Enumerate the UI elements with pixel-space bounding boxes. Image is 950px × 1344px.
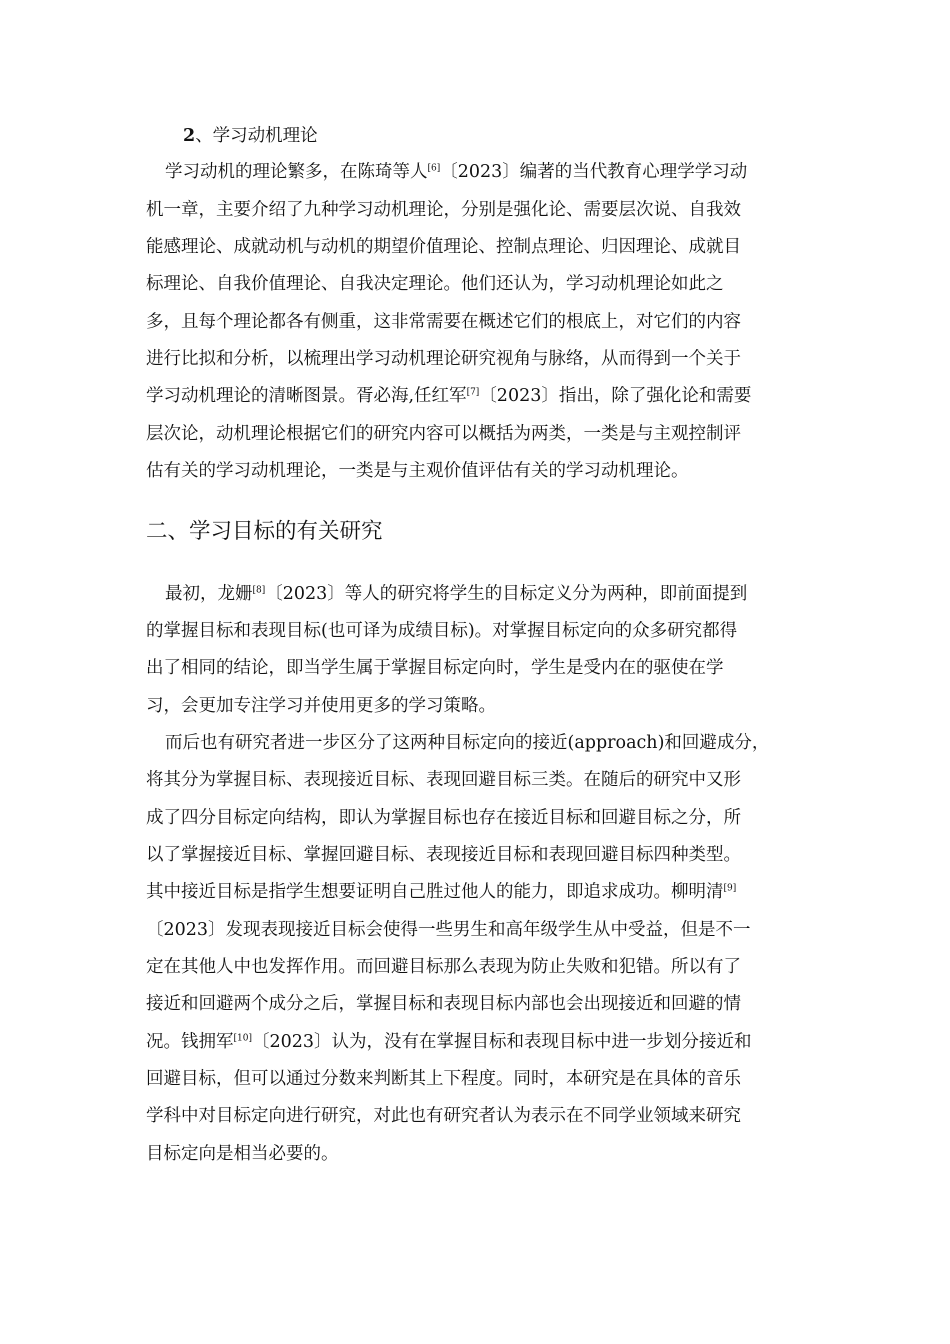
citation-ref: [10] bbox=[233, 1033, 252, 1044]
paragraph-line: 回避目标，但可以通过分数来判断其上下程度。同时，本研究是在具体的音乐 bbox=[146, 1069, 741, 1089]
paragraph-line: 的掌握目标和表现目标(也可译为成绩目标)。对掌握目标定向的众多研究都得 bbox=[146, 621, 738, 641]
paragraph-line: 接近和回避两个成分之后，掌握目标和表现目标内部也会出现接近和回避的情 bbox=[146, 994, 741, 1014]
citation-ref: [6] bbox=[427, 163, 441, 174]
paragraph-line: 最初，龙姗[8]〔2023〕等人的研究将学生的目标定义分为两种，即前面提到 bbox=[165, 584, 748, 604]
paragraph-line: 多，且每个理论都各有侧重，这非常需要在概述它们的根底上，对它们的内容 bbox=[146, 312, 741, 332]
subsection-number: 2 bbox=[183, 126, 196, 146]
paragraph-line: 学习动机理论的清晰图景。胥必海,任红军[7]〔2023〕指出，除了强化论和需要 bbox=[146, 386, 752, 406]
paragraph-line: 其中接近目标是指学生想要证明自己胜过他人的能力，即追求成功。柳明清[9] bbox=[146, 882, 737, 902]
citation-ref: [7] bbox=[466, 387, 480, 398]
paragraph-line: 机一章，主要介绍了九种学习动机理论，分别是强化论、需要层次说、自我效 bbox=[146, 200, 741, 220]
paragraph-line: 出了相同的结论，即当学生属于掌握目标定向时，学生是受内在的驱使在学 bbox=[146, 658, 724, 678]
paragraph-line: 以了掌握接近目标、掌握回避目标、表现接近目标和表现回避目标四种类型。 bbox=[146, 845, 741, 865]
paragraph-line: 目标定向是相当必要的。 bbox=[146, 1144, 339, 1164]
paragraph-line: 学习动机的理论繁多，在陈琦等人[6]〔2023〕编著的当代教育心理学学习动 bbox=[165, 162, 748, 182]
citation-ref: [9] bbox=[723, 883, 737, 894]
paragraph-line: 将其分为掌握目标、表现接近目标、表现回避目标三类。在随后的研究中又形 bbox=[146, 770, 741, 790]
paragraph-line: 能感理论、成就动机与动机的期望价值理论、控制点理论、归因理论、成就目 bbox=[146, 237, 741, 257]
paragraph-line: 估有关的学习动机理论，一类是与主观价值评估有关的学习动机理论。 bbox=[146, 461, 689, 481]
paragraph-line: 定在其他人中也发挥作用。而回避目标那么表现为防止失败和犯错。所以有了 bbox=[146, 957, 741, 977]
paragraph-line: 而后也有研究者进一步区分了这两种目标定向的接近(approach)和回避成分， bbox=[165, 733, 770, 753]
subsection-heading bbox=[183, 125, 318, 147]
paragraph-line: 习，会更加专注学习并使用更多的学习策略。 bbox=[146, 696, 496, 716]
paragraph-line: 况。钱拥军[10]〔2023〕认为，没有在掌握目标和表现目标中进一步划分接近和 bbox=[146, 1032, 752, 1052]
paragraph-line: 〔2023〕发现表现接近目标会使得一些男生和高年级学生从中受益，但是不一 bbox=[146, 920, 751, 940]
citation-ref: [8] bbox=[252, 585, 266, 596]
subsection-title: 、学习动机理论 bbox=[195, 126, 318, 146]
paragraph-line: 标理论、自我价值理论、自我决定理论。他们还认为，学习动机理论如此之 bbox=[146, 274, 724, 294]
paragraph-line: 层次论，动机理论根据它们的研究内容可以概括为两类，一类是与主观控制评 bbox=[146, 424, 741, 444]
paragraph-line: 成了四分目标定向结构，即认为掌握目标也存在接近目标和回避目标之分，所 bbox=[146, 808, 741, 828]
section-heading: 二、学习目标的有关研究 bbox=[146, 519, 383, 544]
paragraph-line: 进行比拟和分析，以梳理出学习动机理论研究视角与脉络，从而得到一个关于 bbox=[146, 349, 741, 369]
paragraph-line: 学科中对目标定向进行研究，对此也有研究者认为表示在不同学业领域来研究 bbox=[146, 1106, 741, 1126]
